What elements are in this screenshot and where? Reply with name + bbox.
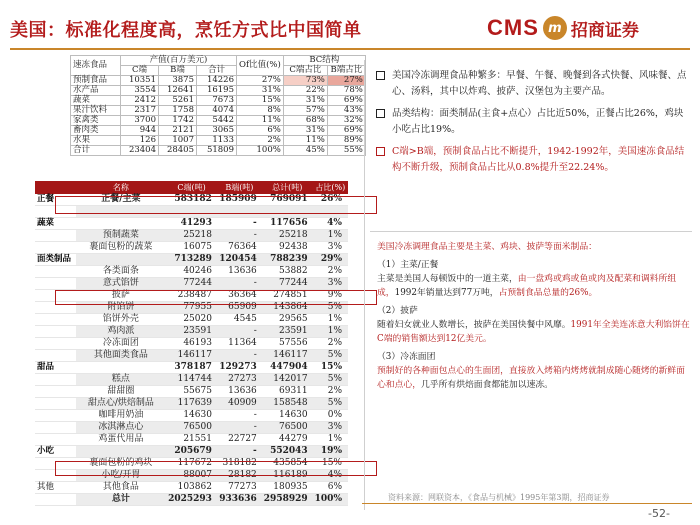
section-body: 随着妇女就业人数增长，披萨在美国快餐中风靡。1991年全美连冻意大利馅饼在C端的销售额达到12亿美元。 (377, 320, 690, 344)
table-cell: 76500 (262, 421, 313, 433)
table-cell: 11% (283, 136, 327, 146)
table-cell: 31% (283, 96, 327, 106)
table-cell: 117656 (262, 217, 313, 229)
table-cell: 69% (327, 96, 365, 106)
table-cell: 面类制品 (35, 253, 76, 265)
col-header: BC结构 (283, 56, 365, 66)
table-cell: 2% (313, 265, 348, 277)
col-header: 合计 (197, 66, 237, 76)
table-cell (35, 397, 76, 409)
table-cell: 88007 (166, 469, 217, 481)
table-cell: 4545 (217, 313, 262, 325)
section-body: 主菜是美国人每顿饭中的一道主菜，由一盘鸡或鸡或鱼或肉及配菜和调料所组成，1992年销量达到77万吨，占预制食品总量的26%。 (377, 274, 677, 298)
table-cell: 65909 (217, 301, 262, 313)
table-cell: 1758 (159, 106, 197, 116)
logo-cn: 招商证券 (570, 20, 639, 41)
table-row (35, 481, 348, 493)
table-cell: 水果 (71, 136, 121, 146)
table-cell: 3% (313, 421, 348, 433)
table-cell: 糕点 (76, 373, 167, 385)
table-cell: 23591 (166, 325, 217, 337)
table-cell: 25218 (166, 229, 217, 241)
table-cell: 10351 (121, 76, 159, 86)
table-cell: 11% (237, 116, 284, 126)
table-cell (35, 325, 76, 337)
table-row (71, 136, 366, 146)
table-cell: 29% (313, 253, 348, 265)
source-note: 资料来源：网联资本，《食品与机械》1995年第3期，招商证券 (388, 493, 610, 502)
table-cell: 1133 (197, 136, 237, 146)
table-cell: 117672 (166, 457, 217, 469)
table-cell: 29565 (262, 313, 313, 325)
highlight-box-main-course (55, 196, 377, 214)
header-rule (10, 48, 690, 50)
table-cell (76, 445, 167, 457)
table-cell: 11364 (217, 337, 262, 349)
table-cell: 92438 (262, 241, 313, 253)
table-cell: 55675 (166, 385, 217, 397)
frozen-food-output-table (70, 55, 366, 156)
table-cell: 180935 (262, 481, 313, 493)
table-row (35, 397, 348, 409)
table-cell (35, 493, 76, 505)
table-cell: 23591 (262, 325, 313, 337)
table-cell: 19% (313, 445, 348, 457)
table-row (35, 433, 348, 445)
table-cell: 鸡肉派 (76, 325, 167, 337)
table-cell: 120454 (217, 253, 262, 265)
frozen-prepared-food-table (35, 181, 348, 506)
table-cell: 12641 (159, 86, 197, 96)
detail-text (377, 240, 692, 392)
table-cell (76, 217, 167, 229)
table-cell: 15% (313, 361, 348, 373)
table-cell: 2317 (121, 106, 159, 116)
table-cell: - (217, 421, 262, 433)
table-cell (35, 433, 76, 445)
table-cell: 185909 (217, 194, 262, 206)
table-cell: 68% (283, 116, 327, 126)
table-cell (35, 385, 76, 397)
table-cell: 5442 (197, 116, 237, 126)
table-cell: 1% (313, 313, 348, 325)
table-cell: 146117 (166, 349, 217, 361)
table-cell: 4074 (197, 106, 237, 116)
table-cell: 3065 (197, 126, 237, 136)
table-cell: 944 (121, 126, 159, 136)
table-cell: 57556 (262, 337, 313, 349)
section-heading: （3）冷冻面团 (377, 352, 436, 362)
table-cell: 274851 (262, 289, 313, 301)
col-header: 总计(吨) (262, 181, 313, 194)
table-cell: 769091 (262, 194, 313, 206)
table-cell: 9% (313, 289, 348, 301)
table-cell (35, 409, 76, 421)
table-cell: 15% (237, 96, 284, 106)
table-cell: 238487 (166, 289, 217, 301)
table-row (35, 349, 348, 361)
table-cell: 家禽类 (71, 116, 121, 126)
table-row (71, 116, 366, 126)
column-divider (364, 60, 365, 510)
table-cell: 40909 (217, 397, 262, 409)
table-cell: 4% (313, 217, 348, 229)
table-cell: 披萨 (76, 289, 167, 301)
table-cell: 100% (313, 493, 348, 505)
col-header: B端(吨) (217, 181, 262, 194)
table-cell: 76364 (217, 241, 262, 253)
col-header: Of比值(%) (237, 56, 284, 76)
col-header: B端占比 (327, 66, 365, 76)
table-row (71, 96, 366, 106)
table-row (71, 76, 366, 86)
table-cell: 21551 (166, 433, 217, 445)
table-cell: 馅饼外壳 (76, 313, 167, 325)
table-cell: 26% (313, 194, 348, 206)
table-cell: 27% (327, 76, 365, 86)
table-cell: 40246 (166, 265, 217, 277)
table-cell: 2412 (121, 96, 159, 106)
checkbox-icon (376, 109, 385, 118)
table-cell: 3700 (121, 116, 159, 126)
table-cell (35, 241, 76, 253)
table-cell: 其他食品 (76, 481, 167, 493)
table-cell: 甜点心/烘焙制品 (76, 397, 167, 409)
table-cell: 55% (327, 146, 365, 156)
table-cell: 甜品 (35, 361, 76, 373)
table-cell: - (217, 349, 262, 361)
table-row (35, 337, 348, 349)
table-cell: 7673 (197, 96, 237, 106)
page-number: -52- (648, 507, 670, 520)
table-cell (35, 373, 76, 385)
table-cell: 1% (313, 229, 348, 241)
table-cell: 意式馅饼 (76, 277, 167, 289)
table-cell: 6% (313, 481, 348, 493)
table-cell: 51809 (197, 146, 237, 156)
table-row (35, 361, 348, 373)
section-heading: （1）主菜/正餐 (377, 260, 439, 270)
table-row (35, 493, 348, 505)
table-cell (35, 265, 76, 277)
table-header-row (35, 181, 348, 194)
table-row (35, 421, 348, 433)
table-cell (35, 229, 76, 241)
key-points (370, 68, 692, 182)
table-cell: 总计 (76, 493, 167, 505)
table-cell: 126 (121, 136, 159, 146)
logo-mark-icon: m (543, 16, 567, 40)
table-cell: 蔬菜 (71, 96, 121, 106)
table-cell: 25218 (262, 229, 313, 241)
table-cell: 0% (313, 409, 348, 421)
col-header: C端(吨) (166, 181, 217, 194)
table-cell: 77244 (262, 277, 313, 289)
table-cell: 46193 (166, 337, 217, 349)
table-cell: 14630 (166, 409, 217, 421)
table-cell (35, 337, 76, 349)
table-row (35, 313, 348, 325)
table-cell: 552043 (262, 445, 313, 457)
table-cell: 129273 (217, 361, 262, 373)
table-cell: 117639 (166, 397, 217, 409)
col-header: C端占比 (283, 66, 327, 76)
table-cell: 69% (327, 126, 365, 136)
table-cell: - (217, 325, 262, 337)
table-cell: 45% (283, 146, 327, 156)
table-cell: 36364 (217, 289, 262, 301)
checkbox-icon (376, 147, 385, 156)
footer-rule (362, 503, 692, 504)
table-cell (76, 361, 167, 373)
table-cell: 16195 (197, 86, 237, 96)
table-cell: 53882 (262, 265, 313, 277)
col-header (35, 181, 76, 194)
table-cell: 378187 (166, 361, 217, 373)
table-cell (76, 253, 167, 265)
section-body: 预制好的各种面包点心的生面团，直接放入烤箱内烤烤就制成随心随烤的新鲜面心和点心，几乎所有烘焙面食都能加以速冻。 (377, 366, 685, 390)
table-cell: 3% (313, 277, 348, 289)
table-cell: 5% (313, 373, 348, 385)
col-header: B端 (159, 66, 197, 76)
table-cell: 正餐/主菜 (76, 194, 167, 206)
table-cell: - (217, 229, 262, 241)
table-cell: 各类面条 (76, 265, 167, 277)
bullet-item: 品类结构：面类制品(主食+点心）占比近50%，正餐占比26%，鸡块小吃占比19%。 (370, 106, 692, 138)
table-row (35, 229, 348, 241)
table-cell: 预制食品 (71, 76, 121, 86)
table-cell: 25020 (166, 313, 217, 325)
col-header: C端 (121, 66, 159, 76)
table-cell: 57% (283, 106, 327, 116)
table-row (35, 373, 348, 385)
highlight-box-pizza (55, 290, 377, 305)
table-row (35, 265, 348, 277)
table-cell: 583182 (166, 194, 217, 206)
table-cell: 41293 (166, 217, 217, 229)
table-header-row (71, 56, 366, 66)
highlight-box-nuggets (55, 461, 377, 476)
table-cell: 27273 (217, 373, 262, 385)
table-cell: 裹面包粉的鸡块 (76, 457, 167, 469)
table-cell: 788239 (262, 253, 313, 265)
table-cell: 3875 (159, 76, 197, 86)
table-row (71, 126, 366, 136)
table-cell: 78% (327, 86, 365, 96)
table-cell: - (217, 277, 262, 289)
table-cell: 水产品 (71, 86, 121, 96)
table-cell: 28182 (217, 469, 262, 481)
table-cell: 114744 (166, 373, 217, 385)
table-cell: 2025293 (166, 493, 217, 505)
section-heading: （2）披萨 (377, 306, 418, 316)
table-cell: 裹面包粉的蔬菜 (76, 241, 167, 253)
table-cell: 31% (237, 86, 284, 96)
table-cell: 其他 (35, 481, 76, 493)
table-cell: 103862 (166, 481, 217, 493)
page-title: 美国：标准化程度高，烹饪方式比中国简单 (10, 20, 362, 41)
table-row (35, 277, 348, 289)
table-cell: 143864 (262, 301, 313, 313)
table-cell: 5% (313, 397, 348, 409)
table-cell: 100% (237, 146, 284, 156)
table-cell: 89% (327, 136, 365, 146)
table-cell: 76500 (166, 421, 217, 433)
table-cell: 合计 (71, 146, 121, 156)
table-cell: 13636 (217, 265, 262, 277)
table-cell: 14630 (262, 409, 313, 421)
table-cell: 小吃 (35, 445, 76, 457)
table-cell: 8% (237, 106, 284, 116)
table-cell: 2% (313, 337, 348, 349)
table-cell: 435854 (262, 457, 313, 469)
table-cell: 158548 (262, 397, 313, 409)
table-cell: 146117 (262, 349, 313, 361)
table-cell: 附馅饼 (76, 301, 167, 313)
table-row (35, 409, 348, 421)
table-cell: 2% (313, 385, 348, 397)
detail-intro: 美国冷冻调理食品主要是主菜、鸡块、披萨等面米制品： (377, 242, 597, 252)
col-header: 速冻食品 (71, 56, 121, 76)
table-cell: 2121 (159, 126, 197, 136)
table-cell: - (217, 217, 262, 229)
table-cell: 447904 (262, 361, 313, 373)
bullet-item: 美国冷冻调理食品种繁多：早餐、午餐、晚餐到各式快餐、风味餐、点心、汤料，其中以炸鸡、披萨、汉堡包为主要产品。 (370, 68, 692, 100)
table-cell: 77273 (217, 481, 262, 493)
table-cell: 预制蔬菜 (76, 229, 167, 241)
table-cell: 23404 (121, 146, 159, 156)
table-row (35, 385, 348, 397)
table-cell: 2% (237, 136, 284, 146)
table-row (35, 445, 348, 457)
checkbox-icon (376, 71, 385, 80)
table-cell: 其他面类食品 (76, 349, 167, 361)
table-cell (35, 349, 76, 361)
table-cell: 3% (313, 241, 348, 253)
table-cell: 933636 (217, 493, 262, 505)
table-cell: 鸡蛋代用品 (76, 433, 167, 445)
table-cell: 142017 (262, 373, 313, 385)
table-cell (35, 421, 76, 433)
table-cell: - (217, 445, 262, 457)
table-row (35, 217, 348, 229)
table-cell: 冰淇淋点心 (76, 421, 167, 433)
table-cell: 畜肉类 (71, 126, 121, 136)
table-cell: 69311 (262, 385, 313, 397)
table-cell: 15% (313, 457, 348, 469)
table-cell: 小吃/开胃 (76, 469, 167, 481)
table-cell: 43% (327, 106, 365, 116)
table-cell: 蔬菜 (35, 217, 76, 229)
table-cell: 22% (283, 86, 327, 96)
brand-logo (487, 14, 687, 42)
table-cell: 116189 (262, 469, 313, 481)
table-cell: 1742 (159, 116, 197, 126)
logo-cms: CMS (487, 15, 539, 40)
table-cell: 1% (313, 325, 348, 337)
table-cell: 22727 (217, 433, 262, 445)
table-cell (35, 277, 76, 289)
table-cell: 5261 (159, 96, 197, 106)
table-cell: 5% (313, 301, 348, 313)
table-row (71, 86, 366, 96)
table-cell: 318182 (217, 457, 262, 469)
table-cell: 713289 (166, 253, 217, 265)
col-header: 名称 (76, 181, 167, 194)
table-cell: 咖啡用奶油 (76, 409, 167, 421)
table-cell: 正餐 (35, 194, 76, 206)
table-cell: 28405 (159, 146, 197, 156)
table-row (35, 253, 348, 265)
table-cell: 4% (313, 469, 348, 481)
table-cell: 果汁饮料 (71, 106, 121, 116)
table-cell: 27% (237, 76, 284, 86)
table-cell: 冷冻面团 (76, 337, 167, 349)
table-row (71, 146, 366, 156)
table-row (71, 106, 366, 116)
table-cell: 31% (283, 126, 327, 136)
table-cell: 77244 (166, 277, 217, 289)
table-cell: 6% (237, 126, 284, 136)
table-cell: 77955 (166, 301, 217, 313)
table-cell: 73% (283, 76, 327, 86)
table-cell: 1007 (159, 136, 197, 146)
table-cell: 32% (327, 116, 365, 126)
table-cell: 1% (313, 433, 348, 445)
table-cell: 16075 (166, 241, 217, 253)
table-cell: 14226 (197, 76, 237, 86)
col-header: 占比(%) (313, 181, 348, 194)
col-header: 产值(百万美元) (121, 56, 237, 66)
table-row (35, 325, 348, 337)
table-row (35, 241, 348, 253)
table-cell: 3554 (121, 86, 159, 96)
table-cell: - (217, 409, 262, 421)
section-divider (370, 231, 692, 232)
table-cell: 44279 (262, 433, 313, 445)
table-cell: 205679 (166, 445, 217, 457)
bullet-item: C端>B端，预制食品占比不断提升，1942-1992年，美国速冻食品结构不断升级，预制食品占比从0.8%提升至22.24%。 (370, 144, 692, 176)
table-cell: 5% (313, 349, 348, 361)
table-cell: 13636 (217, 385, 262, 397)
table-cell: 甜甜圈 (76, 385, 167, 397)
table-cell: 2958929 (262, 493, 313, 505)
table-cell (35, 313, 76, 325)
